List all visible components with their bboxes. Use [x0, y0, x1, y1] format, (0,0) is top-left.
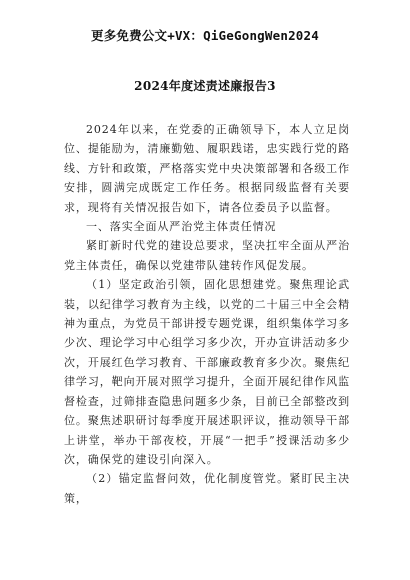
section-heading: 一、落实全面从严治党主体责任情况 — [86, 220, 277, 234]
promo-header: 更多免费公文+VX：QiGeGongWen2024 — [91, 28, 319, 43]
document-title: 2024年度述责述廉报告3 — [134, 79, 276, 93]
section-intro-paragraph: 紧盯新时代党的建设总要求，坚决扛牢全面从严治党主体责任，确保以党建带队建转作风促发展。 — [64, 239, 350, 272]
point-2-paragraph: （2）锚定监督问效，优化制度管党。紧盯民主决策， — [64, 472, 350, 505]
intro-paragraph: 2024年以来，在党委的正确领导下，本人立足岗位、提能励为，清廉勤勉、履职践诺，忠实践行党的路线、方针和政策，严格落实党中央决策部署和各级工作安排，圆满完成既定工作任务。根据同级监督有关要求，现将有关情况报告如下，请各位委员予以监督。 — [64, 123, 350, 214]
point-1-paragraph: （1）坚定政治引领，固化思想建党。聚焦理论武装，以纪律学习教育为主线，以党的二十届三中全会精神为重点，为党员干部讲授专题党课，组织集体学习多少次、理论学习中心组学习多少次，开办宣讲活动多少次，开展红色学习教育、干部廉政教育多少次。聚焦纪律学习，靶向开展对照学习提升，全面开展纪律作风监督检查，过筛排查隐患问题多少条，目前已全部整改到位。聚焦述职研讨每季度开展述职评议，推动领导干部上讲堂，举办干部夜校，开展“一把手”授课活动多少次，确保党的建设引向深入。 — [64, 278, 350, 466]
document-body — [64, 120, 350, 508]
